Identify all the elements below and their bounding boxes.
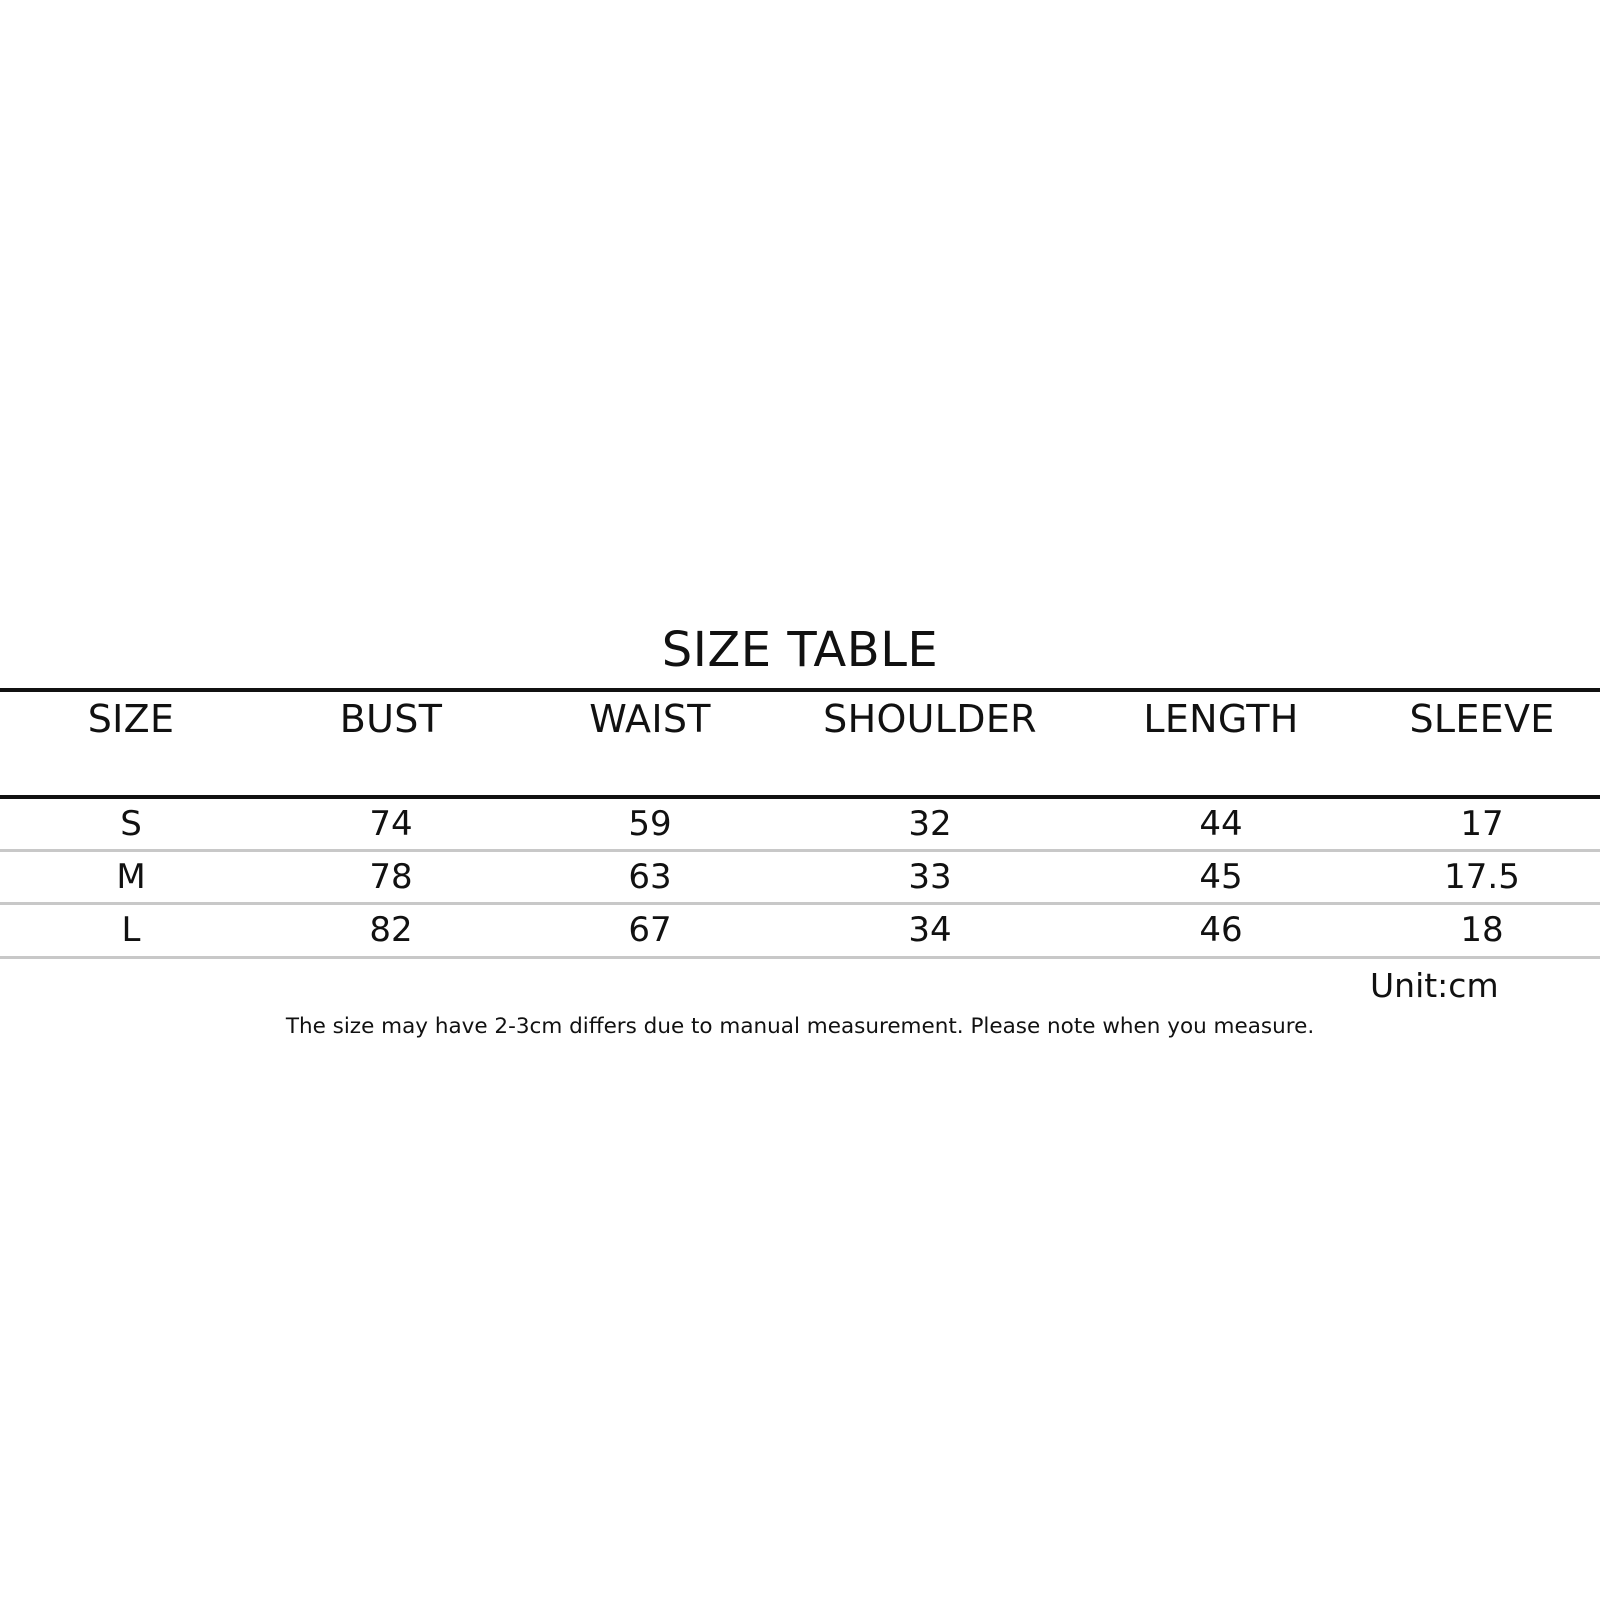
cell-waist: 67 bbox=[628, 910, 672, 950]
cell-bust: 82 bbox=[369, 910, 413, 950]
cell-length: 44 bbox=[1199, 804, 1243, 844]
cell-shoulder: 33 bbox=[908, 857, 952, 897]
header-length: LENGTH bbox=[1143, 697, 1299, 741]
cell-bust: 78 bbox=[369, 857, 413, 897]
table-row bbox=[0, 905, 1600, 955]
table-row bbox=[0, 799, 1600, 849]
cell-shoulder: 32 bbox=[908, 804, 952, 844]
header-bust: BUST bbox=[339, 697, 443, 741]
cell-size: M bbox=[116, 857, 146, 897]
cell-bust: 74 bbox=[369, 804, 413, 844]
measurement-note: The size may have 2-3cm differs due to manual measurement. Please note when you measure. bbox=[285, 1014, 1315, 1039]
table-header-row bbox=[0, 694, 1600, 744]
cell-waist: 59 bbox=[628, 804, 672, 844]
header-size: SIZE bbox=[87, 697, 175, 741]
cell-size: S bbox=[120, 804, 142, 844]
cell-sleeve: 17 bbox=[1460, 804, 1504, 844]
table-row bbox=[0, 852, 1600, 902]
top-rule bbox=[0, 688, 1600, 692]
cell-shoulder: 34 bbox=[908, 910, 952, 950]
table-title: SIZE TABLE bbox=[661, 622, 939, 678]
header-sleeve: SLEEVE bbox=[1409, 697, 1555, 741]
cell-sleeve: 18 bbox=[1460, 910, 1504, 950]
cell-sleeve: 17.5 bbox=[1444, 857, 1520, 897]
cell-length: 46 bbox=[1199, 910, 1243, 950]
cell-size: L bbox=[121, 910, 141, 950]
header-waist: WAIST bbox=[589, 697, 711, 741]
table-bottom-rule bbox=[0, 956, 1600, 959]
cell-waist: 63 bbox=[628, 857, 672, 897]
unit-label: Unit:cm bbox=[1370, 966, 1499, 1005]
cell-length: 45 bbox=[1199, 857, 1243, 897]
header-shoulder: SHOULDER bbox=[823, 697, 1037, 741]
